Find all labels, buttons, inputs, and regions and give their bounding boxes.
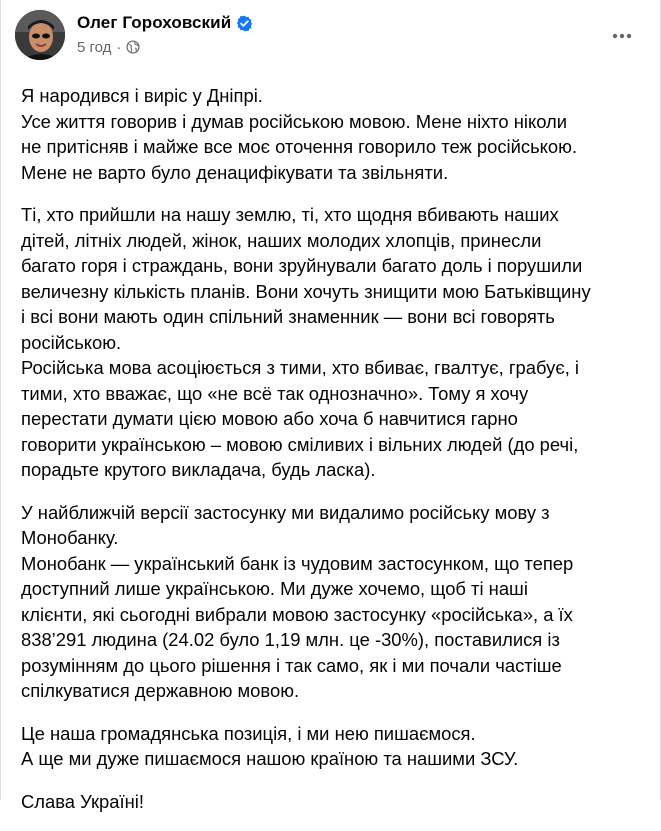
post-text-line: 838’291 людина (24.02 було 1,19 млн. це -30%), поставилися із	[21, 629, 560, 650]
post-text-line: тими, хто вважає, що «не всё так однозначно». Тому я хочу	[21, 382, 529, 404]
post-text-line: Мене не варто було денацифікувати та звільняти.	[21, 161, 449, 183]
post-options-button[interactable]	[604, 18, 640, 54]
post-text-line: величезну кількість планів. Вони хочуть знищити мою Батьківщину	[21, 280, 591, 302]
avatar[interactable]	[15, 10, 65, 60]
post-text-line: Ті, хто прийшли на нашу землю, ті, хто щодня вбивають наших	[21, 204, 559, 225]
post-text-line: спілкуватися державною мовою.	[21, 680, 300, 701]
post-text-line: говорити українською – мовою сміливих і вільних людей (до речі,	[21, 433, 579, 455]
post-meta	[77, 12, 253, 56]
post-header	[15, 10, 646, 60]
post-text-line: Монобанк — український банк із чудовим застосунком, що тепер	[21, 552, 574, 574]
post-text-line: Слава Україні!	[21, 790, 144, 812]
post-text-line: Усе життя говорив і думав російською мовою. Мене ніхто ніколи	[21, 110, 568, 132]
post-text-line: розумінням до цього рішення і так само, як і ми почали частіше	[21, 654, 562, 676]
post-text	[21, 83, 642, 831]
globe-icon[interactable]	[126, 40, 140, 54]
author-name[interactable]: Олег Гороховский	[77, 13, 232, 32]
post-timestamp[interactable]: 5 год	[77, 38, 112, 56]
post-paragraph	[21, 721, 642, 772]
post-subline	[77, 38, 253, 56]
avatar-photo-icon	[15, 10, 65, 60]
post-text-line: не притісняв і майже все моє оточення говорило теж російською.	[21, 136, 578, 157]
post-text-line: багато горя і страждань, вони зруйнували багато доль і порушили	[21, 255, 583, 276]
post-text-line: доступний лише українською. Ми дуже хочемо, щоб ті наші	[21, 578, 528, 599]
post-paragraph	[21, 83, 642, 185]
post-text-line: Я народився і виріс у Дніпрі.	[21, 85, 263, 106]
author-row	[77, 12, 253, 34]
post-text-line: російською.	[21, 331, 122, 353]
post-text-line: Монобанку.	[21, 527, 119, 548]
post-paragraph	[21, 789, 642, 815]
post-text-line: порадьте крутого викладача, будь ласка).	[21, 459, 376, 480]
separator-dot: ·	[116, 38, 122, 56]
post-text-line: перестати думати цією мовою або хоча б навчитися гарно	[21, 408, 518, 429]
post-text-line: А ще ми дуже пишаємося нашою країною та нашими ЗСУ.	[21, 748, 519, 769]
post-text-line: клієнти, які сьогодні вибрали мовою застосунку «російська», а їх	[21, 603, 573, 625]
post-text-line: дітей, літніх людей, жінок, наших молодих хлопців, принесли	[21, 229, 542, 251]
verified-badge-icon	[236, 15, 253, 32]
post-text-line: Це наша громадянська позиція, і ми нею пишаємося.	[21, 722, 476, 744]
post-text-line: Російська мова асоціюється з тими, хто вбиває, гвалтує, грабує, і	[21, 357, 580, 378]
more-horizontal-icon	[612, 33, 632, 39]
post-paragraph	[21, 202, 642, 483]
post-paragraph	[21, 500, 642, 704]
post-text-line: і всі вони мають один спільний знаменник — вони всі говорять	[21, 306, 555, 327]
post-text-line: У найближчій версії застосунку ми видалимо російську мову з	[21, 501, 550, 523]
